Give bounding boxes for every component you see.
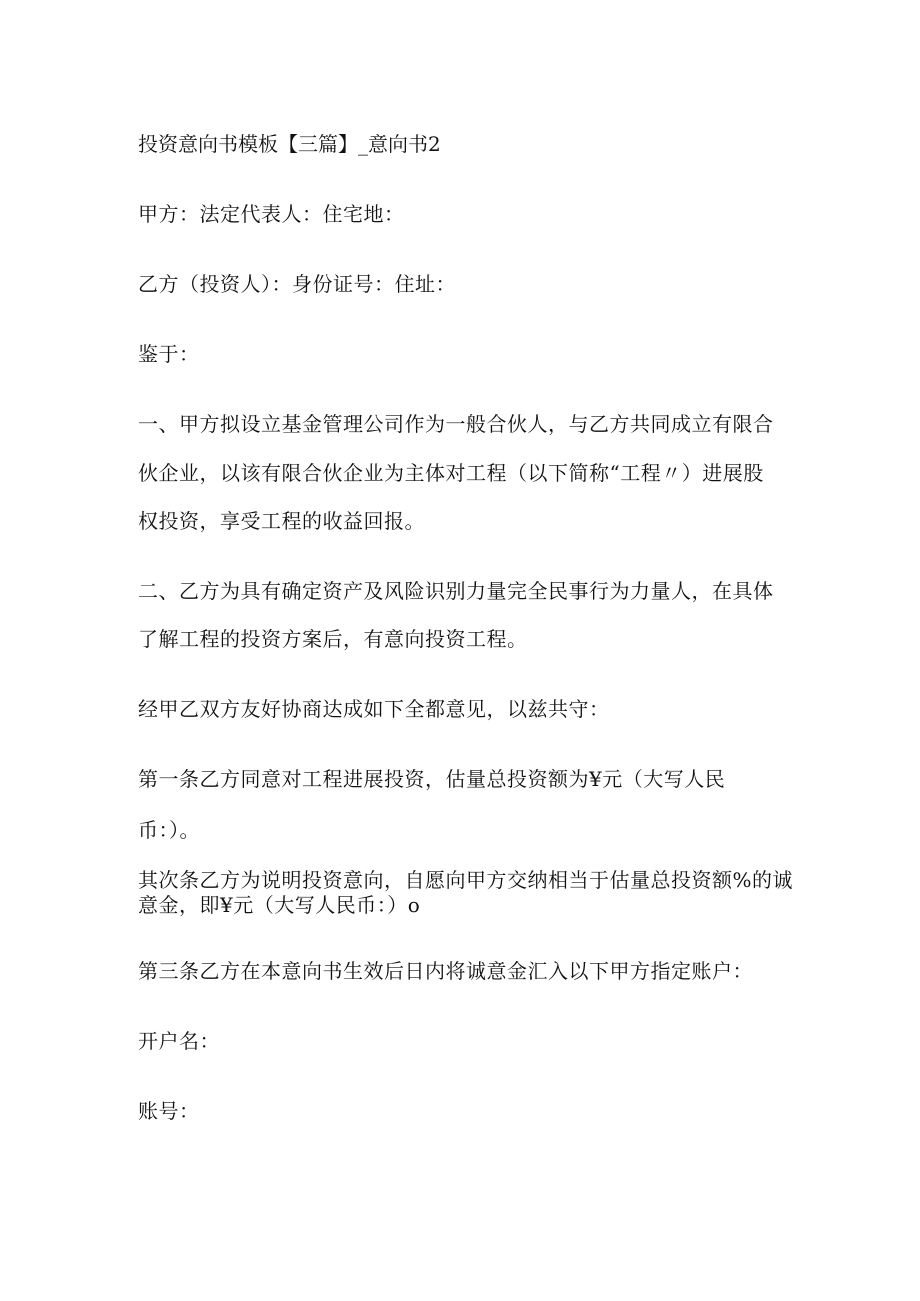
article-one-line-2: 币：）。 <box>138 818 200 842</box>
whereas-line: 鉴于： <box>138 342 200 366</box>
article-two-line-2: 意金，即¥元（大写人民币：）o <box>138 893 421 917</box>
clause-one-line-2: 伙企业，以该有限合伙企业为主体对工程（以下简称“工程〃）进展股 <box>138 461 764 485</box>
account-number-line: 账号： <box>138 1099 200 1123</box>
article-two-line-1: 其次条乙方为说明投资意向，自愿向甲方交纳相当于估量总投资额%的诚 <box>138 868 794 892</box>
clause-two-line-2: 了解工程的投资方案后，有意向投资工程。 <box>138 627 528 651</box>
account-name-line: 开户名： <box>138 1029 220 1053</box>
document-title: 投资意向书模板【三篇】_意向书2 <box>138 132 441 156</box>
clause-two-line-1: 二、乙方为具有确定资产及风险识别力量完全民事行为力量人，在具体 <box>138 579 774 603</box>
consensus-line: 经甲乙双方友好协商达成如下全都意见，以兹共守： <box>138 697 610 721</box>
party-b-line: 乙方（投资人）：身份证号：住址： <box>138 272 456 296</box>
article-one-line-1: 第一条乙方同意对工程进展投资，估量总投资额为¥元（大写人民 <box>138 767 726 791</box>
party-a-line: 甲方：法定代表人：住宅地： <box>138 202 405 226</box>
clause-one-line-1: 一、甲方拟设立基金管理公司作为一般合伙人，与乙方共同成立有限合 <box>138 412 774 436</box>
clause-one-line-3: 权投资，享受工程的收益回报。 <box>138 509 425 533</box>
article-three-line: 第三条乙方在本意向书生效后日内将诚意金汇入以下甲方指定账户： <box>138 959 753 983</box>
